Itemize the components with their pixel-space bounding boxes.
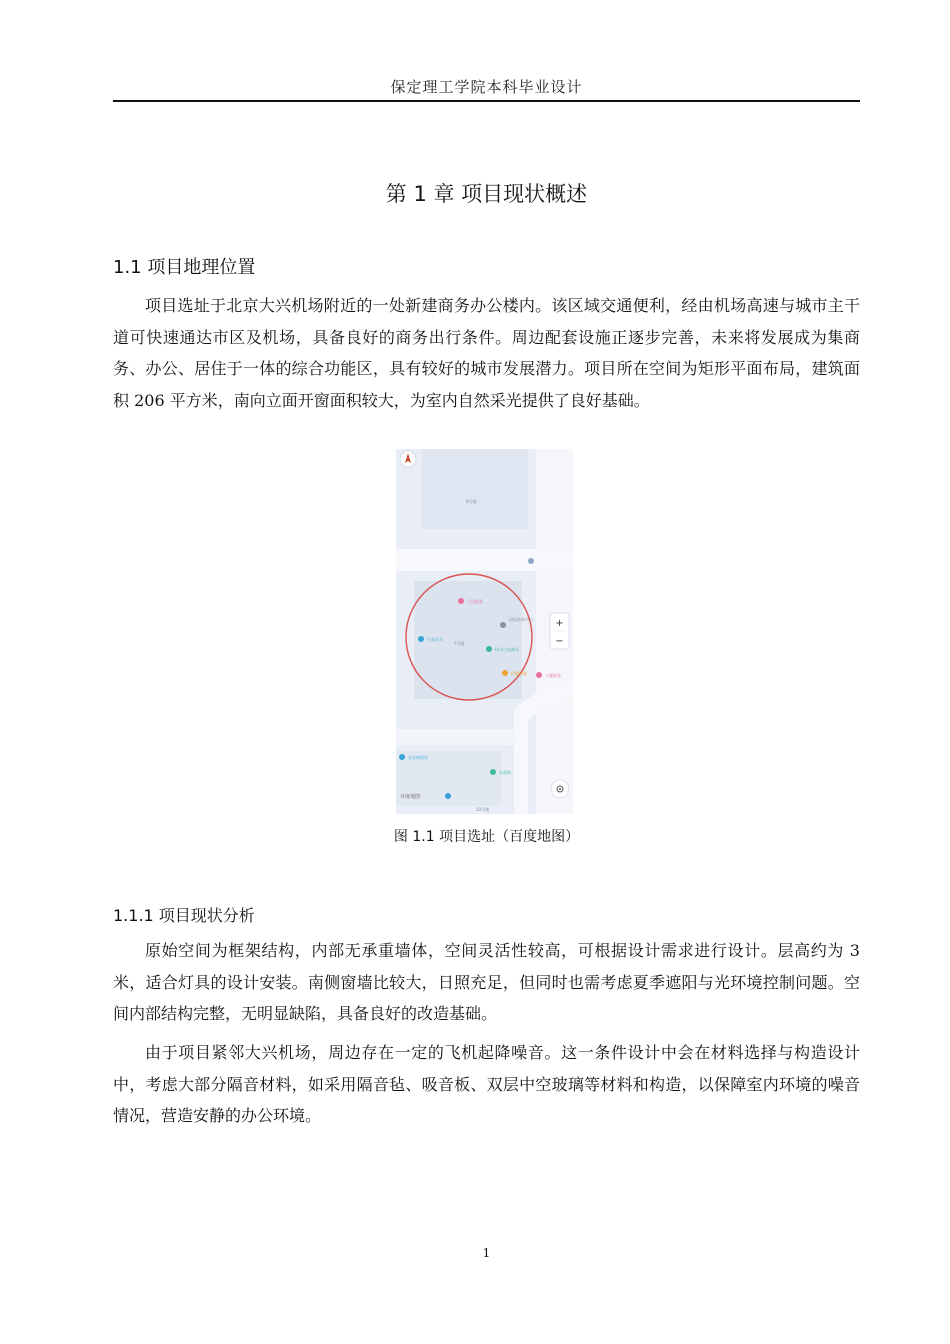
svg-text:百度地图: 百度地图 xyxy=(400,794,421,800)
chapter-title: 第 1 章 项目现状概述 xyxy=(385,182,588,206)
paragraph-status: 原始空间为框架结构，内部无承重墙体，空间灵活性较高，可根据设计需求进行设计。层高约为 3 米，适合灯具的设计安装。南侧窗墙比较大，日照充足，但同时也需考虑夏季遮阳与光环境控制问题。空间内部结构完整，无明显缺陷，具备良好的改造基础。 xyxy=(113,941,860,1023)
page-header: 保定理工学院本科毕业设计 xyxy=(390,78,583,96)
svg-text:国际商务中心: 国际商务中心 xyxy=(509,617,533,622)
page-number: 1 xyxy=(482,1246,491,1260)
svg-text:+: + xyxy=(555,618,564,629)
svg-text:佰顺商厦: 佰顺商厦 xyxy=(511,671,527,676)
svg-text:−: − xyxy=(555,636,564,647)
svg-text:安鼎阁: 安鼎阁 xyxy=(499,770,511,775)
paragraph-noise: 由于项目紧邻大兴机场，周边存在一定的飞机起降噪音。这一条件设计中会在材料选择与构造设计中，考虑大部分隔音材料，如采用隔音毡、吸音板、双层中空玻璃等材料和构造，以保障室内环境的噪音情况，营造安静的办公环境。 xyxy=(113,1043,860,1125)
figure-caption: 图 1.1 项目选址（百度地图） xyxy=(393,829,580,845)
map-figure xyxy=(396,449,573,814)
header-rule xyxy=(113,100,860,102)
section-title: 1.1 项目地理位置 xyxy=(113,257,256,278)
svg-text:7号楼: 7号楼 xyxy=(454,641,465,646)
svg-text:大翼服务: 大翼服务 xyxy=(545,673,561,678)
svg-text:10号楼: 10号楼 xyxy=(476,807,490,812)
paragraph-location: 项目选址于北京大兴机场附近的一处新建商务办公楼内。该区域交通便利，经由机场高速与城市主干道可快速通达市区及机场，具备良好的商务出行条件。周边配套设施正逐步完善，未来将发展成为集商务、办公、居住于一体的综合功能区，具有较好的城市发展潜力。项目所在空间为矩形平面布局，建筑面积 206 平方米，南向立面开窗面积较大，为室内自然采光提供了良好基础。 xyxy=(113,296,860,410)
svg-text:北京新机场: 北京新机场 xyxy=(408,755,428,760)
svg-text:千迈服务: 千迈服务 xyxy=(467,599,483,604)
subsection-title: 1.1.1 项目现状分析 xyxy=(113,906,255,925)
svg-text:Hi小白电源站: Hi小白电源站 xyxy=(495,647,520,652)
svg-text:6号楼: 6号楼 xyxy=(466,499,477,504)
svg-text:大家乐天: 大家乐天 xyxy=(427,637,443,642)
